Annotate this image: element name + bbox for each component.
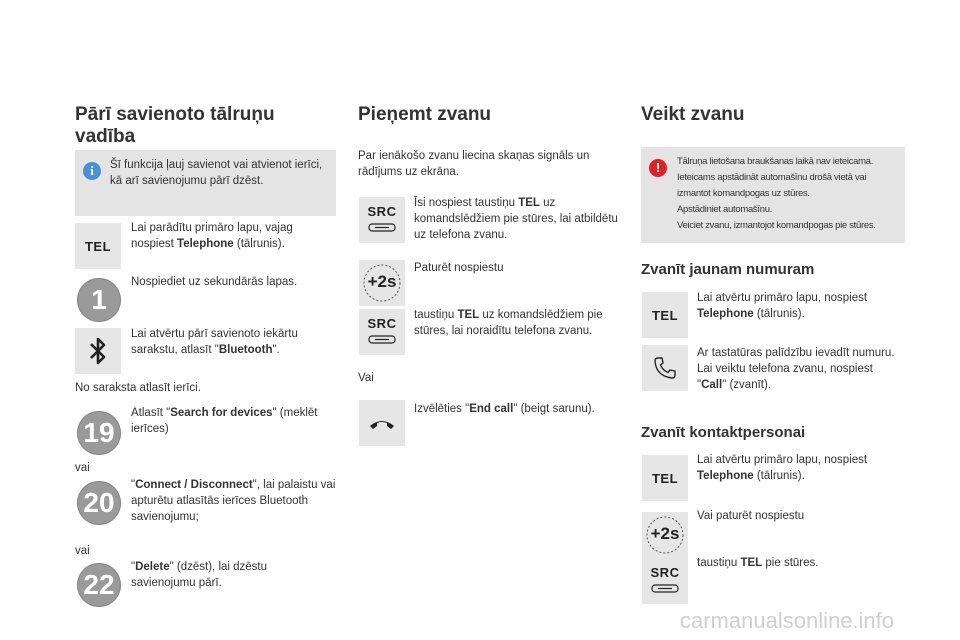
tel-button-icon: TEL <box>75 223 121 269</box>
info-text: Šī funkcija ļauj savienot vai atvienot ierīci, kā arī savienojumu pārī dzēst. <box>110 159 323 187</box>
subtitle-contact: Zvanīt kontaktpersonai <box>641 424 806 441</box>
contact-step-telephone: Lai atvērtu primāro lapu, nospiest Telephone (tālrunis). <box>697 454 868 482</box>
pair-step-delete: "Delete" (dzēst), lai dzēstu savienojumu pārī. <box>131 561 268 589</box>
section-title-call: Veikt zvanu <box>641 104 745 125</box>
phone-handset-icon <box>642 345 688 391</box>
answer-step-hold: Paturēt nospiestu <box>414 262 504 274</box>
or-text: vai <box>75 462 90 474</box>
answer-intro: Par ienākošo zvanu liecina skaņas signāls un rādījums uz ekrāna. <box>358 150 590 178</box>
answer-step-reject: taustiņu TEL uz komandslēdžiem pie stūres, lai noraidītu telefona zvanu. <box>414 309 603 337</box>
hold-2s-icon: +2s <box>642 512 688 558</box>
info-box <box>75 150 336 216</box>
src-button-icon: SRC <box>359 309 405 355</box>
section-title-pairing: Pārī savienoto tālruņu vadība <box>75 104 275 147</box>
end-call-icon <box>359 400 405 446</box>
hold-2s-icon: +2s <box>359 260 405 306</box>
bluetooth-icon <box>75 328 121 374</box>
search-devices-badge: 19 <box>77 411 121 455</box>
pair-step-bluetooth: Lai atvērtu pārī savienoto iekārtu sarakstu, atlasīt "Bluetooth". <box>131 328 298 356</box>
warning-text: Tālruņa lietošana braukšanas laikā nav ieteicama. Ieteicams apstādināt automašīnu drošā vietā vai izmantot komandpogas uz stūres. Apstādiniet automašīnu. Veiciet zvanu, izmantojot komandpogas pie stūres. <box>677 156 876 231</box>
pair-step-search: Atlasīt "Search for devices" (meklēt ierīces) <box>131 407 318 435</box>
contact-step-hold: Vai paturēt nospiestu <box>697 510 805 522</box>
contact-step-tel-key: taustiņu TEL pie stūres. <box>697 557 819 569</box>
warning-box <box>641 147 905 243</box>
footer-watermark: carmanualsonline.info <box>680 608 895 633</box>
src-button-icon: SRC <box>642 558 688 604</box>
or-text: vai <box>75 545 90 557</box>
pair-step-secondary: Nospiediet uz sekundārās lapas. <box>131 276 298 288</box>
or-text: Vai <box>358 372 374 384</box>
connect-badge: 20 <box>77 481 121 525</box>
secondary-page-badge: 1 <box>77 278 121 322</box>
call-step-dial: Ar tastatūras palīdzību ievadīt numuru. Lai veiktu telefona zvanu, nospiest "Call" (zvanīt). <box>697 347 895 391</box>
call-step-telephone: Lai atvērtu primāro lapu, nospiest Telephone (tālrunis). <box>697 292 868 320</box>
delete-badge: 22 <box>77 563 121 607</box>
tel-button-icon: TEL <box>642 292 688 338</box>
warning-icon: ! <box>649 159 667 177</box>
section-title-answer: Pieņemt zvanu <box>358 104 492 125</box>
pair-step-telephone: Lai parādītu primāro lapu, vajag nospiest Telephone (tālrunis). <box>131 222 293 250</box>
src-button-icon: SRC <box>359 197 405 243</box>
tel-button-icon: TEL <box>642 455 688 501</box>
pair-step-connect: "Connect / Disconnect", lai palaistu vai apturētu atlasītās ierīces Bluetooth savienojumu; <box>131 479 336 523</box>
answer-step-press: Īsi nospiest taustiņu TEL uz komandslēdžiem pie stūres, lai atbildētu uz telefona zvanu. <box>414 197 618 241</box>
select-device-text: No saraksta atlasīt ierīci. <box>75 382 201 394</box>
answer-step-end-call: Izvēlēties "End call" (beigt sarunu). <box>414 403 595 415</box>
info-icon: i <box>83 162 101 180</box>
subtitle-new-number: Zvanīt jaunam numuram <box>641 261 815 278</box>
